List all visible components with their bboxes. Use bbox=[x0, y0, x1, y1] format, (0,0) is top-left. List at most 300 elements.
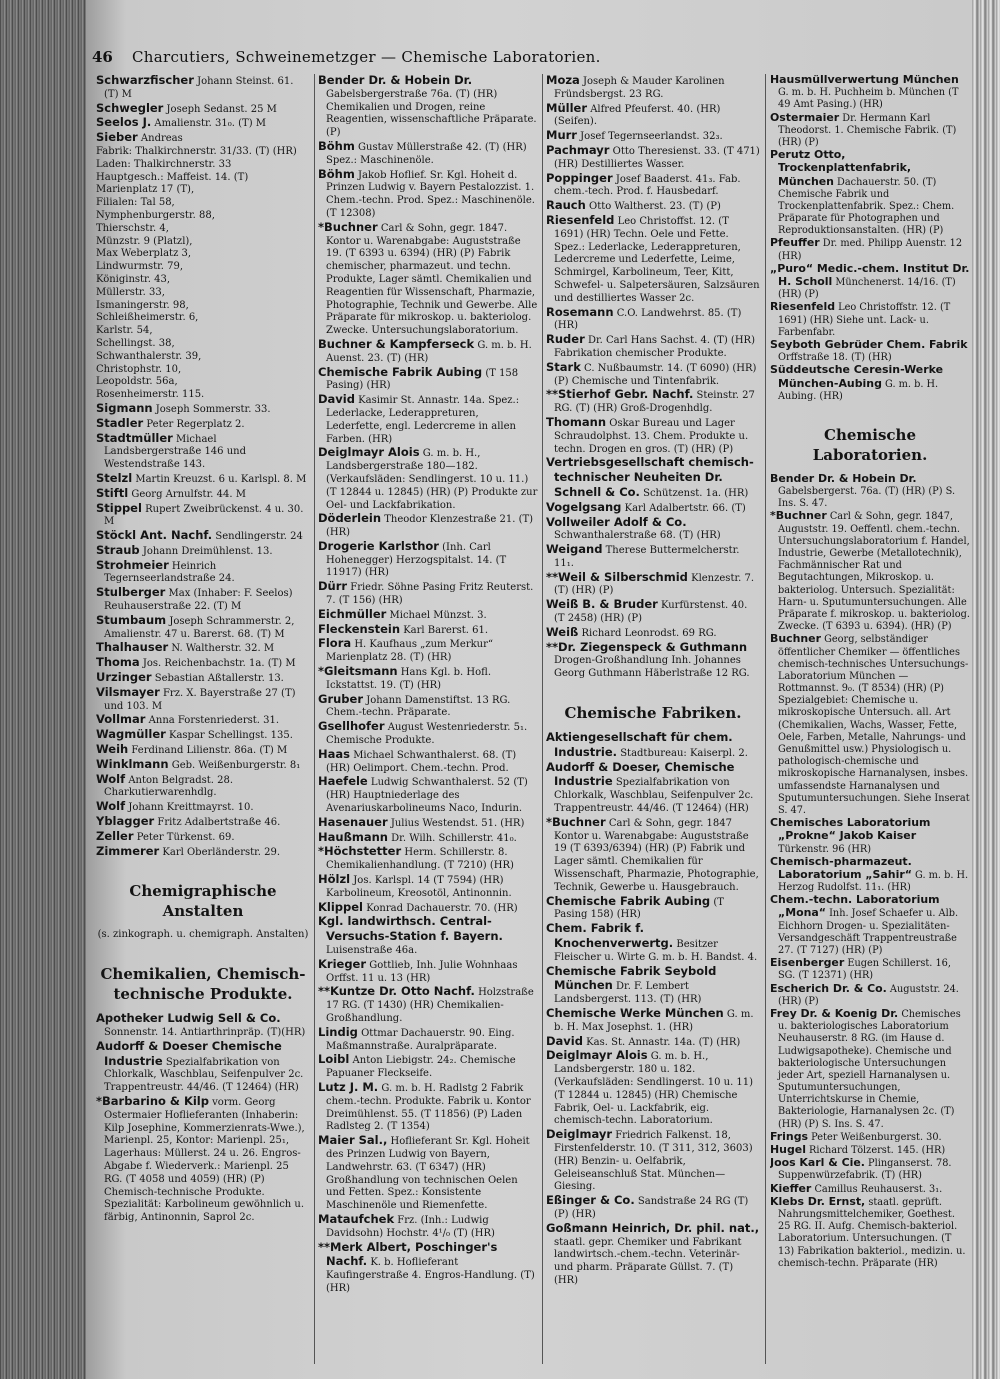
entry-details: Sandstraße 24 RG (T) (P) (HR) bbox=[554, 1196, 749, 1220]
entry-details: Kurfürstenst. 40. (T 2458) (HR) (P) bbox=[554, 600, 748, 625]
directory-entry bbox=[546, 598, 760, 626]
directory-entry bbox=[318, 393, 538, 446]
entry-name: Urzinger bbox=[96, 671, 152, 685]
entry-name: Apotheker Ludwig Sell & Co. bbox=[96, 1012, 281, 1026]
entry-details: Ferdinand Lilienstr. 86a. (T) M bbox=[131, 745, 288, 757]
entry-name: Buchner bbox=[770, 633, 821, 646]
entry-details: Gabelsbergerstraße 76a. (T) (HR) Chemikalien und Drogen, reine Reagentien, wissenschaftliche Präparate. (P) bbox=[326, 88, 537, 139]
entry-details: Camillus Reuhauserst. 3₁. bbox=[814, 1183, 943, 1195]
entry-details: Joseph Sedanst. 25 M bbox=[166, 103, 277, 115]
entry-details: Otto Theresienst. 33. (T 471) (HR) Destilliertes Wasser. bbox=[554, 145, 760, 170]
entry-details: Peter Türkenst. 69. bbox=[136, 831, 235, 843]
entry-details: Dr. Hermann Karl Theodorst. 1. Chemische Fabrik. (T) (HR) (P) bbox=[778, 112, 957, 148]
entry-details: vorm. Georg Ostermaier Hoflieferanten (Inhaberin: Kilp Josephine, Kommerzienrats-Wwe.), Marienpl. 25, Kontor: Marienpl. 25₁, Lagerhaus: Müllerst. 24 u. 26. Engros-Abgabe f. Wiederverk.: Marienpl. 25 RG. (T 4058 und 4059) (HR) (P) Chemisch-technische Produkte. Spezialität: Karbolineum gewöhnlich u. färbig, Antinonnin, Saprol 2c. bbox=[104, 1097, 305, 1224]
entry-details: Anton Belgradst. 28. Charkutierwarenhdlg. bbox=[104, 774, 234, 799]
directory-entry bbox=[546, 102, 760, 130]
entry-details: Richard Leonrodst. 69 RG. bbox=[581, 627, 717, 639]
entry-name: Riesenfeld bbox=[770, 301, 836, 314]
directory-entry bbox=[96, 376, 310, 389]
entry-details: Hoflieferant Sr. Kgl. Hoheit des Prinzen Ludwig von Bayern, Landwehrstr. 63. (T 6347) (HR) Großhandlung von technischen Oelen und Fetten. Spez.: Konsistente Maschinenöle und Riemenfette. bbox=[326, 1136, 530, 1212]
entry-details: Josef Baaderst. 41₃. Fab. chem.-tech. Prod. f. Hausbedarf. bbox=[554, 173, 741, 198]
entry-name: Strohmeier bbox=[96, 558, 169, 572]
entry-details: Rosenheimerstr. 115. bbox=[96, 389, 205, 401]
page-number: 46 bbox=[92, 48, 113, 66]
directory-entry bbox=[546, 516, 760, 544]
entry-name: Gruber bbox=[318, 692, 364, 706]
entry-name: *Buchner bbox=[318, 220, 378, 234]
entry-name: Müller bbox=[546, 101, 587, 115]
entry-name: Sieber bbox=[96, 131, 138, 145]
entry-name: Chem.-techn. Laboratorium „Mona“ bbox=[770, 894, 940, 920]
entry-name: Chemische Werke München bbox=[546, 1007, 724, 1020]
entry-name: Vollweiler Adolf & Co. bbox=[546, 515, 687, 529]
directory-entry bbox=[96, 274, 310, 287]
entry-details: Drogen-Großhandlung Inh. Johannes Georg Guthmann Häberlstraße 12 RG. bbox=[554, 655, 750, 680]
entry-name: Zeller bbox=[96, 829, 134, 843]
section-cross-reference: (s. zinkograph. u. chemigraph. Anstalten) bbox=[97, 929, 309, 941]
entry-details: Auguststr. 24. (HR) (P) bbox=[778, 983, 959, 1007]
entry-name: Ruder bbox=[546, 333, 585, 347]
directory-entry bbox=[546, 641, 760, 681]
entry-details: G. m. b. H. Radlstg 2 Fabrik chem.-techn. Produkte. Fabrik u. Kontor Dreimühlenst. 55. (T 11856) (P) Laden Radlsteg 2. (T 1354) bbox=[326, 1082, 531, 1133]
column-rule bbox=[765, 74, 766, 1364]
directory-entry bbox=[96, 338, 310, 351]
directory-entry bbox=[96, 402, 310, 417]
book-page-edges bbox=[0, 0, 86, 1379]
entry-details: N. Waltherstr. 32. M bbox=[171, 643, 275, 655]
entry-details: C. Nußbaumstr. 14. (T 6090) (HR) (P) Chemische und Tintenfabrik. bbox=[554, 362, 757, 387]
entry-list bbox=[318, 74, 538, 1296]
entry-details: Max Weberplatz 3, bbox=[96, 248, 192, 260]
entry-details: Johann Dreimühlenst. 13. bbox=[142, 545, 273, 557]
entry-details: Josef Tegernseerlandst. 32₃. bbox=[580, 131, 723, 143]
entry-details: Dr. med. Philipp Auenstr. 12 (HR) bbox=[778, 238, 963, 262]
directory-entry bbox=[96, 236, 310, 249]
entry-details: Thierschstr. 4, bbox=[96, 222, 169, 234]
entry-name: David bbox=[318, 393, 355, 407]
directory-entry bbox=[96, 146, 310, 159]
entry-list bbox=[546, 74, 760, 681]
entry-name: Wagmüller bbox=[96, 728, 166, 742]
directory-entry bbox=[96, 300, 310, 313]
directory-entry bbox=[318, 540, 538, 580]
entry-details: Joseph Sommerstr. 33. bbox=[155, 403, 271, 415]
entry-name: Thalhauser bbox=[96, 641, 169, 655]
directory-entry bbox=[96, 713, 310, 728]
directory-entry bbox=[770, 983, 970, 1008]
entry-name: Yblagger bbox=[96, 815, 155, 829]
entry-name: Eichmüller bbox=[318, 607, 387, 621]
entry-name: **Stierhof Gebr. Nachf. bbox=[546, 388, 694, 402]
directory-entry bbox=[770, 1131, 970, 1144]
directory-entry bbox=[546, 416, 760, 456]
section-heading-chemische-fabriken: Chemische Fabriken. bbox=[564, 704, 742, 723]
entry-list bbox=[546, 731, 760, 1288]
entry-name: Stulberger bbox=[96, 586, 166, 600]
entry-name: Deiglmayr bbox=[546, 1128, 613, 1142]
directory-entry bbox=[318, 915, 538, 957]
directory-entry bbox=[546, 144, 760, 172]
directory-entry bbox=[96, 656, 310, 671]
entry-details: Besitzer Fleischer u. Wirte G. m. b. H. Bandst. 4. bbox=[554, 939, 758, 963]
directory-entry bbox=[318, 637, 538, 665]
entry-details: Leo Christoffstr. 12. (T 1691) (HR) Siehe unt. Lack- u. Farbenfabr. bbox=[778, 302, 951, 338]
directory-entry bbox=[546, 731, 760, 761]
entry-name: Kgl. landwirthsch. Central-Versuchs-Station f. Bayern. bbox=[318, 915, 503, 944]
entry-name: Hasenauer bbox=[318, 815, 388, 829]
directory-entry bbox=[318, 816, 538, 831]
column-2 bbox=[318, 74, 538, 1296]
directory-entry bbox=[318, 831, 538, 846]
directory-entry bbox=[318, 623, 538, 638]
section-heading-chemische-laboratorien: Chemische Laboratorien. bbox=[812, 425, 928, 464]
directory-entry bbox=[546, 74, 760, 102]
directory-entry bbox=[96, 287, 310, 300]
entry-details: G. m. b. H., Landsbergerstraße 180—182. (Verkaufsläden: Sendlingerst. 10 u. 11.) (T 12844 u. 12845) (HR) (P) Produkte zur Oel- und Lackfabrikation. bbox=[326, 448, 538, 511]
entry-details: August Westenriederstr. 5₁. Chemische Produkte. bbox=[326, 722, 528, 747]
entry-details: Frz. X. Bayerstraße 27 (T) und 103. M bbox=[104, 687, 296, 712]
column-1 bbox=[96, 74, 310, 1225]
entry-name: Haefele bbox=[318, 775, 368, 789]
entry-details: Schwanthalerstr. 39, bbox=[96, 350, 202, 362]
entry-details: Karl Adalbertstr. 66. (T) bbox=[624, 502, 746, 514]
entry-name: *Buchner bbox=[770, 510, 827, 523]
entry-details: Sonnenstr. 14. Antiarthrinpräp. (T)(HR) bbox=[104, 1027, 306, 1039]
entry-name: **Dr. Ziegenspeck & Guthmann bbox=[546, 640, 748, 654]
entry-details: C.O. Landwehrst. 85. (T) (HR) bbox=[554, 307, 742, 332]
directory-entry bbox=[318, 140, 538, 168]
directory-entry bbox=[96, 559, 310, 587]
entry-name: Moza bbox=[546, 74, 580, 87]
entry-details: Andreas bbox=[140, 133, 183, 145]
entry-name: Klippel bbox=[318, 900, 364, 914]
entry-details: Holzstraße 17 RG. (T 1430) (HR) Chemikalien-Großhandlung. bbox=[326, 987, 534, 1024]
entry-details: Max (Inhaber: F. Seelos) Reuhauserstraße 22. (T) M bbox=[104, 588, 293, 613]
directory-entry bbox=[318, 720, 538, 748]
entry-details: G. m. b. H. Herzog Rudolfst. 11₁. (HR) bbox=[778, 869, 969, 894]
directory-entry bbox=[546, 1128, 760, 1194]
entry-details: Jakob Hoflief. Sr. Kgl. Hoheit d. Prinzen Ludwig v. Bayern Pestalozzist. 1. Chem.-techn. Prod. Spez.: Maschinenöle. (T 12308) bbox=[326, 169, 535, 219]
directory-entry bbox=[318, 985, 538, 1025]
directory-entry bbox=[546, 501, 760, 516]
entry-details: (Inh. Carl Hohenegger) Herzogspitalst. 14. (T 11917) (HR) bbox=[326, 541, 507, 579]
entry-details: Anna Forstenriederst. 31. bbox=[148, 715, 280, 727]
entry-name: **Merk Albert, Poschinger's Nachf. bbox=[318, 1240, 498, 1269]
directory-entry bbox=[96, 845, 310, 860]
entry-details: G. m. b. H. Puchheim b. München (T 49 Amt Pasing.) (HR) bbox=[778, 87, 959, 111]
directory-entry bbox=[546, 1194, 760, 1222]
entry-name: Stelzl bbox=[96, 471, 133, 485]
entry-details: Laden: Thalkirchnerstr. 33 bbox=[96, 158, 232, 170]
entry-name: Stiftl bbox=[96, 486, 129, 500]
directory-entry bbox=[96, 773, 310, 801]
entry-details: Johann Damenstiftst. 13 RG. Chem.-techn. Präparate. bbox=[326, 694, 511, 719]
entry-name: **Weil & Silberschmid bbox=[546, 570, 688, 584]
entry-details: Ismaningerstr. 98, bbox=[96, 299, 189, 311]
directory-entry bbox=[318, 845, 538, 873]
directory-entry bbox=[546, 816, 760, 895]
directory-entry bbox=[318, 168, 538, 221]
entry-name: Audorff & Doeser, Chemische Industrie bbox=[546, 760, 735, 789]
directory-entry bbox=[546, 1049, 760, 1128]
directory-entry bbox=[770, 1183, 970, 1196]
entry-name: „Puro“ Medic.-chem. Institut Dr. H. Scholl bbox=[770, 262, 970, 288]
entry-name: Eisenberger bbox=[770, 957, 845, 970]
directory-entry bbox=[770, 510, 970, 633]
entry-name: *Buchner bbox=[546, 815, 606, 829]
directory-entry bbox=[318, 512, 538, 540]
entry-name: Haas bbox=[318, 747, 350, 761]
entry-name: Aktiengesellschaft für chem. Industrie. bbox=[546, 731, 733, 759]
entry-details: Münzstr. 9 (Platzl), bbox=[96, 235, 193, 247]
entry-details: Plinganserst. 78. Suppenwürzefabrik. (T) (HR) bbox=[778, 1158, 952, 1182]
directory-entry bbox=[770, 237, 970, 262]
entry-name: Chemische Fabrik Aubing bbox=[546, 894, 711, 908]
directory-entry bbox=[546, 172, 760, 200]
entry-name: Joos Karl & Cie. bbox=[770, 1157, 865, 1170]
directory-entry bbox=[96, 614, 310, 642]
directory-entry bbox=[318, 748, 538, 776]
entry-details: Konrad Dachauerstr. 70. (HR) bbox=[366, 902, 518, 914]
directory-entry bbox=[546, 965, 760, 1007]
directory-entry bbox=[96, 502, 310, 530]
entry-details: Spezialfabrikation von Chlorkalk, Waschblau, Seifenpulver 2c. Trappentreustr. 44/46. (T 12464) (HR) bbox=[104, 1056, 304, 1094]
entry-name: Klebs Dr. Ernst, bbox=[770, 1195, 866, 1208]
directory-entry bbox=[770, 112, 970, 150]
directory-entry bbox=[318, 608, 538, 623]
directory-entry bbox=[96, 417, 310, 432]
entry-list bbox=[770, 74, 970, 403]
entry-name: Böhm bbox=[318, 167, 355, 181]
entry-details: G. m. b. H. Auenst. 23. (T) (HR) bbox=[326, 339, 532, 364]
entry-name: Chemisch-pharmazeut. Laboratorium „Sahir“ bbox=[770, 855, 912, 881]
entry-details: Karl Oberländerstr. 29. bbox=[162, 846, 281, 858]
entry-list bbox=[96, 1012, 310, 1225]
entry-name: Böhm bbox=[318, 139, 355, 153]
entry-details: Johann Steinst. 61. (T) M bbox=[104, 76, 294, 100]
directory-entry bbox=[318, 693, 538, 721]
entry-name: Zimmerer bbox=[96, 844, 160, 858]
directory-entry bbox=[96, 487, 310, 502]
entry-name: Gsellhofer bbox=[318, 720, 385, 734]
directory-entry bbox=[770, 301, 970, 339]
entry-details: Heinrich Tegernseerlandstraße 24. bbox=[104, 560, 235, 585]
entry-name: Hausmüllverwertung München bbox=[770, 74, 959, 86]
directory-entry bbox=[770, 339, 970, 364]
entry-details: Müllerstr. 33, bbox=[96, 286, 165, 298]
entry-name: Süddeutsche Ceresin-Werke München-Aubing bbox=[770, 364, 943, 390]
directory-entry bbox=[318, 1053, 538, 1081]
entry-details: G. m. b. H. Max Josephst. 1. (HR) bbox=[554, 1009, 754, 1033]
entry-details: Schützenst. 1a. (HR) bbox=[643, 487, 749, 499]
entry-name: Vertriebsgesellschaft chemisch-technischer Neuheiten Dr. Schnell & Co. bbox=[546, 456, 754, 499]
entry-name: Eßinger & Co. bbox=[546, 1194, 635, 1208]
entry-name: Vilsmayer bbox=[96, 685, 160, 699]
entry-details: H. Kaufhaus „zum Merkur“ Marienplatz 28. (T) (HR) bbox=[326, 639, 494, 664]
column-rule bbox=[314, 74, 315, 1364]
entry-details: Jos. Karlspl. 14 (T 7594) (HR) Karbolineum, Kreosotöl, Antinonnin. bbox=[326, 875, 512, 899]
entry-details: Sendlingerstr. 24 bbox=[215, 531, 303, 543]
directory-entry bbox=[96, 800, 310, 815]
entry-name: Straub bbox=[96, 543, 140, 557]
entry-details: Inh. Josef Schaefer u. Alb. Eichhorn Drogen- u. Spezialitäten-Versandgeschäft Trappentreustraße 27. (T 7127) (HR) (P) bbox=[778, 908, 959, 956]
entry-name: Thoma bbox=[96, 656, 140, 670]
entry-details: Orffstraße 18. (T) (HR) bbox=[778, 352, 892, 364]
entry-details: Amalienstr. 31₀. (T) M bbox=[154, 118, 267, 130]
entry-name: Stumbaum bbox=[96, 613, 167, 627]
entry-name: Mataufchek bbox=[318, 1212, 395, 1226]
entry-details: Georg, selbständiger öffentlicher Chemiker — öffentliches chemisch-technisches Untersuchungs-Laboratorium München — Rottmannst. 9₀. (T 8534) (HR) (P) Spezialgebiet: Chemische u. mikroskopische Untersuch. all. Art (Chemikalien, Wachs, Wasser, Fette, Oele, Farben, Metalle, Nahrungs- und Genußmittel usw.) Physiologisch u. pathologisch-chemische und mikroskopische Harnanalysen, insbes. umfassendste Harnanalysen und Sputumuntersuchungen. Siehe Inserat S. 47. bbox=[778, 634, 970, 816]
entry-details: Carl & Sohn, gegr. 1847 Kontor u. Warenabgabe: Auguststraße 19 (T 6393/6394) (HR) (P) Fabrik und Lager sämtl. Chemikalien für Wissenschaft, Pharmazie, Photographie, Technik, Gewerbe u. Hausgebrauch. bbox=[554, 817, 759, 893]
entry-name: Schwegler bbox=[96, 101, 164, 115]
directory-entry bbox=[318, 1026, 538, 1054]
directory-entry bbox=[318, 338, 538, 366]
entry-name: Ostermaier bbox=[770, 111, 840, 124]
entry-details: Gabelsbergerst. 76a. (T) (HR) (P) S. Ins. S. 47. bbox=[778, 486, 956, 510]
directory-entry bbox=[546, 1035, 760, 1050]
entry-details: (T 158 Pasing) (HR) bbox=[326, 367, 519, 392]
directory-entry bbox=[96, 1012, 310, 1040]
directory-entry bbox=[318, 74, 538, 140]
column-3 bbox=[546, 74, 760, 1288]
entry-name: Stark bbox=[546, 360, 581, 374]
directory-entry bbox=[546, 129, 760, 144]
entry-details: Friedr. Söhne Pasing Fritz Reuterst. 7. (T 156) (HR) bbox=[326, 582, 534, 607]
entry-details: Kaspar Schellingst. 135. bbox=[168, 730, 293, 742]
directory-entry bbox=[318, 873, 538, 901]
directory-entry bbox=[770, 149, 970, 237]
directory-entry bbox=[96, 686, 310, 714]
entry-details: Oskar Bureau und Lager Schraudolphst. 13. Chem. Produkte u. techn. Drogen en gros. (T) (HR) (P) bbox=[554, 417, 749, 455]
directory-entry bbox=[96, 544, 310, 559]
entry-details: Dr. Wilh. Schillerstr. 41₀. bbox=[391, 832, 517, 844]
directory-entry bbox=[96, 102, 310, 117]
entry-details: Kasimir St. Annastr. 14a. Spez.: Lederlacke, Lederappreturen, Lederfette, engl. Ledercreme in allen Farben. (HR) bbox=[326, 395, 520, 445]
entry-name: Kieffer bbox=[770, 1182, 812, 1195]
entry-name: Chemische Fabrik Seybold München bbox=[546, 964, 717, 993]
entry-name: Bender Dr. & Hobein Dr. bbox=[770, 472, 917, 485]
directory-entry bbox=[318, 221, 538, 338]
entry-name: Audorff & Doeser Chemische Industrie bbox=[96, 1039, 282, 1068]
entry-name: Sigmann bbox=[96, 401, 153, 415]
entry-name: Frings bbox=[770, 1130, 809, 1143]
entry-name: Seelos J. bbox=[96, 116, 152, 130]
directory-entry bbox=[96, 586, 310, 614]
entry-name: *Höchstetter bbox=[318, 845, 402, 859]
directory-entry bbox=[96, 830, 310, 845]
entry-name: Drogerie Karlsthor bbox=[318, 539, 439, 553]
entry-name: Weiß bbox=[546, 625, 579, 639]
column-4 bbox=[770, 74, 970, 1270]
directory-entry bbox=[96, 210, 310, 223]
directory-entry bbox=[96, 1095, 310, 1225]
entry-details: Herm. Schillerstr. 8. Chemikalienhandlung. (T 7210) (HR) bbox=[326, 847, 514, 872]
column-rule bbox=[542, 74, 543, 1364]
directory-entry bbox=[318, 580, 538, 608]
entry-details: Eugen Schillerst. 16, SG. (T 12371) (HR) bbox=[778, 958, 951, 982]
directory-entry bbox=[770, 364, 970, 403]
directory-entry bbox=[770, 957, 970, 982]
directory-entry bbox=[96, 743, 310, 758]
entry-details: Ottmar Dachauerstr. 90. Eing. Maßmannstraße. Auralpräparate. bbox=[326, 1027, 515, 1052]
directory-entry bbox=[96, 389, 310, 402]
directory-entry bbox=[546, 1007, 760, 1035]
entry-details: K. b. Hoflieferant Kaufingerstraße 4. Engros-Handlung. (T) (HR) bbox=[326, 1257, 535, 1294]
entry-name: Chemisches Laboratorium „Prokne“ Jakob Kaiser bbox=[770, 817, 931, 843]
entry-details: Anton Liebigstr. 24₂. Chemische Papuaner Fleckseife. bbox=[326, 1055, 516, 1080]
directory-entry bbox=[96, 172, 310, 185]
entry-name: Flora bbox=[318, 637, 352, 651]
directory-entry bbox=[546, 333, 760, 361]
entry-name: Wolf bbox=[96, 800, 126, 814]
entry-details: Jos. Reichenbachstr. 1a. (T) M bbox=[142, 658, 296, 670]
entry-details: G. m. b. H. Aubing. (HR) bbox=[778, 378, 939, 402]
entry-name: Frey Dr. & Koenig Dr. bbox=[770, 1007, 899, 1020]
entry-name: Chemische Fabrik Aubing bbox=[318, 365, 483, 379]
directory-entry bbox=[96, 1040, 310, 1095]
directory-entry bbox=[546, 571, 760, 599]
entry-name: Döderlein bbox=[318, 512, 382, 526]
entry-list bbox=[770, 473, 970, 1270]
entry-name: Rosemann bbox=[546, 305, 614, 319]
entry-name: Winklmann bbox=[96, 757, 169, 771]
entry-details: Leopoldstr. 56a, bbox=[96, 376, 178, 388]
directory-entry bbox=[770, 856, 970, 895]
entry-details: Carl & Sohn, gegr. 1847. Kontor u. Warenabgabe: Auguststraße 19. (T 6393 u. 6394) (HR) (P) Fabrik chemischer, pharmazeut. und techn. Produkte, Lager sämtl. Chemikalien und Reagentien für Wissenschaft, Pharmazie, Photographie, Technik und Gewerbe. Alle Präparate für mikroskop. u. bakteriolog. Zwecke. Untersuchungslaboratorium. bbox=[326, 222, 538, 337]
entry-name: David bbox=[546, 1034, 583, 1048]
entry-details: G. m. b. H., Landsbergerstr. 180 u. 182. (Verkaufsläden: Sendlingerst. 10 u. 11) (T 12844 u. 12845) (HR) Chemische Fabrik, Oel- u. Lackfabrik, eig. chemisch-techn. Laboratorium. bbox=[554, 1051, 754, 1127]
entry-name: Chem. Fabrik f. Knochenverwertg. bbox=[546, 922, 674, 951]
entry-name: Haußmann bbox=[318, 830, 388, 844]
entry-details: Martin Kreuzst. 6 u. Karlspl. 8. M bbox=[135, 473, 307, 485]
entry-name: Perutz Otto, Trockenplattenfabrik, München bbox=[770, 149, 911, 188]
entry-name: Deiglmayr Alois bbox=[546, 1049, 648, 1063]
entry-name: *Barbarino & Kilp bbox=[96, 1095, 209, 1108]
directory-entry bbox=[318, 1241, 538, 1296]
entry-details: Türkenstr. 96 (HR) bbox=[778, 843, 872, 855]
entry-details: Karlstr. 54, bbox=[96, 325, 153, 337]
entry-name: Weiß B. & Bruder bbox=[546, 598, 658, 612]
directory-entry bbox=[96, 529, 310, 544]
directory-entry bbox=[546, 388, 760, 416]
directory-entry bbox=[96, 815, 310, 830]
entry-details: Münchenerst. 14/16. (T) (HR) (P) bbox=[778, 277, 956, 301]
directory-entry bbox=[96, 261, 310, 274]
directory-entry bbox=[546, 922, 760, 964]
directory-entry bbox=[318, 446, 538, 512]
entry-name: Rauch bbox=[546, 199, 586, 213]
entry-details: Johann Kreittmayrst. 10. bbox=[128, 802, 254, 814]
entry-details: Peter Weißenburgerst. 30. bbox=[811, 1131, 942, 1143]
entry-details: Kas. St. Annastr. 14a. (T) (HR) bbox=[586, 1036, 741, 1048]
directory-entry bbox=[318, 665, 538, 693]
directory-entry bbox=[546, 306, 760, 334]
entry-name: *Gleitsmann bbox=[318, 665, 398, 679]
entry-name: Fleckenstein bbox=[318, 622, 401, 636]
directory-entry bbox=[546, 543, 760, 571]
directory-entry bbox=[770, 263, 970, 302]
directory-entry bbox=[770, 817, 970, 856]
entry-details: Georg Arnulfstr. 44. M bbox=[131, 488, 246, 500]
entry-name: Weigand bbox=[546, 543, 603, 557]
directory-entry bbox=[770, 473, 970, 511]
directory-entry bbox=[546, 214, 760, 306]
entry-name: Vollmar bbox=[96, 713, 146, 727]
entry-details: Schleißheimerstr. 6, bbox=[96, 312, 199, 324]
directory-entry bbox=[96, 312, 310, 325]
directory-entry bbox=[96, 432, 310, 472]
entry-details: Therese Buttermelcherstr. 11₁. bbox=[554, 545, 740, 569]
